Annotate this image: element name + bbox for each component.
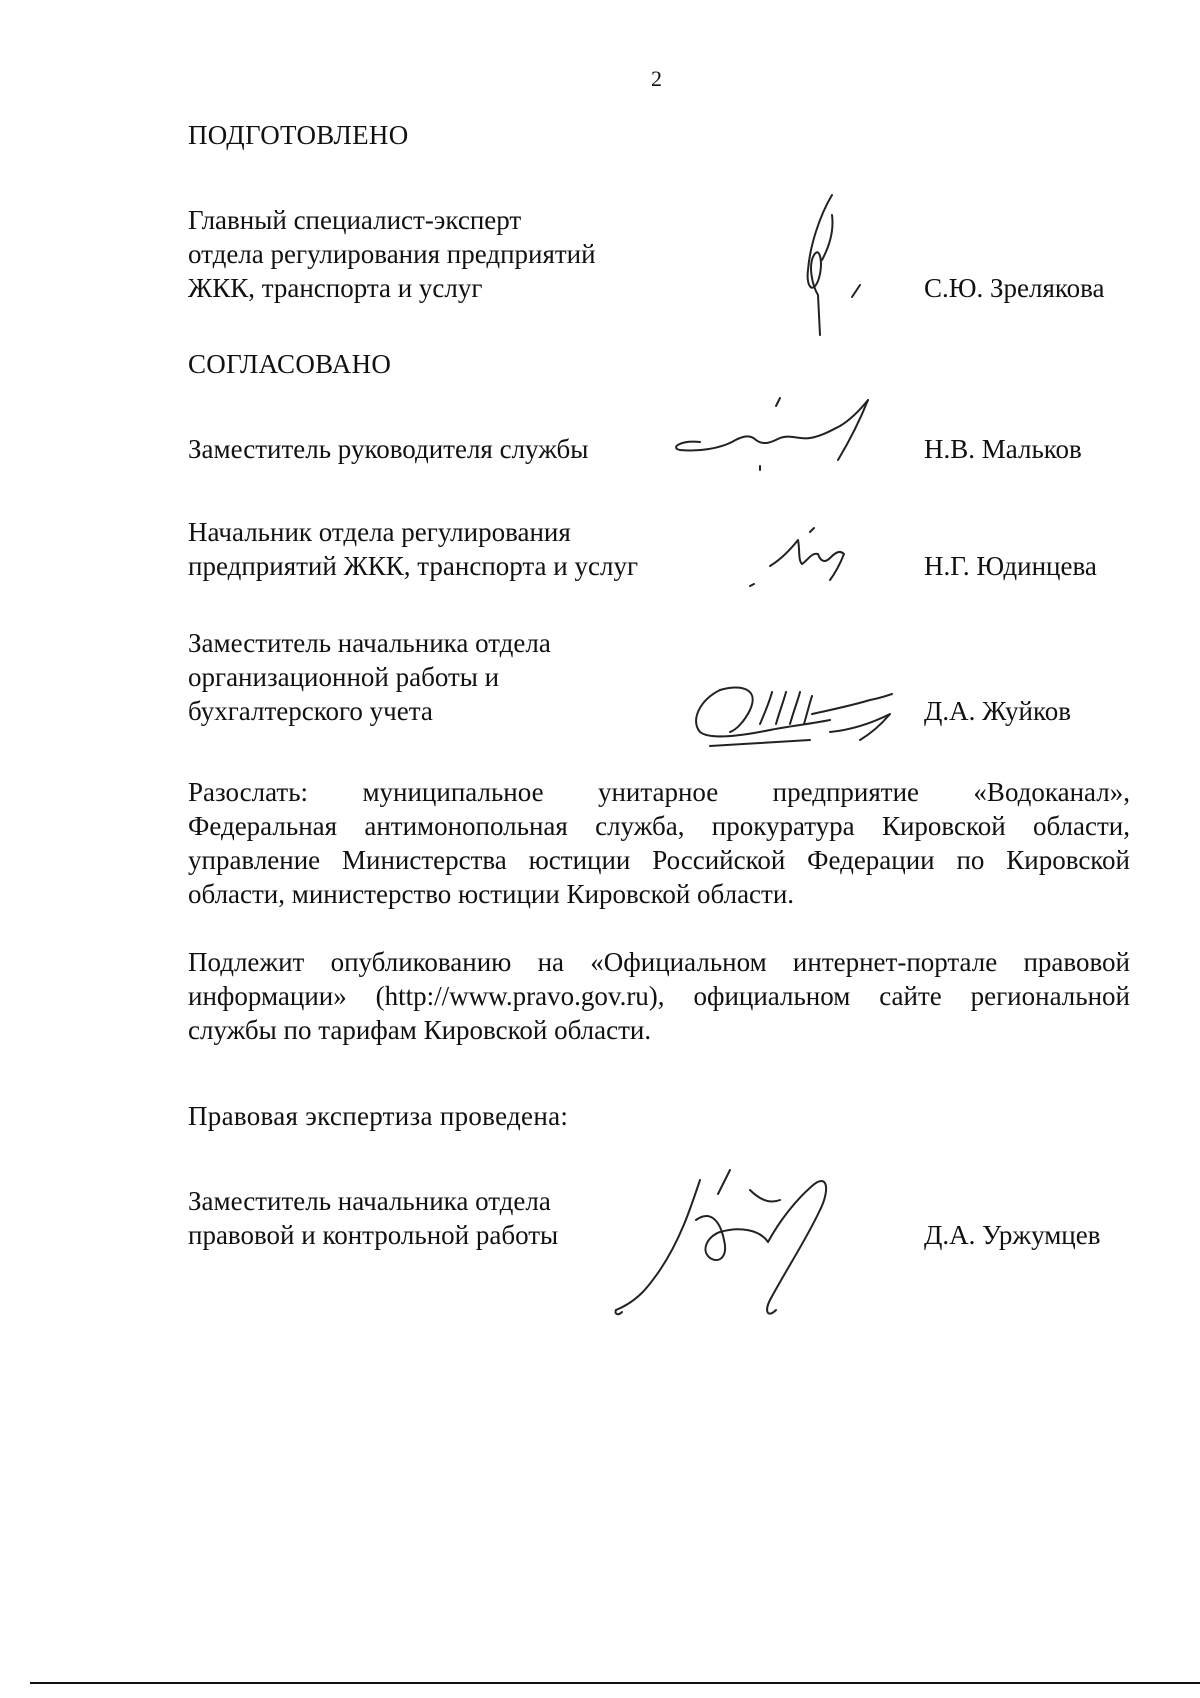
signature-zhuykov [680, 670, 930, 760]
bottom-rule [30, 1682, 1200, 1684]
signature-malkov [660, 390, 920, 490]
agreed-heading: СОГЛАСОВАНО [188, 349, 392, 379]
agreed-position-3-line: организационной работы и [188, 662, 500, 692]
agreed-name-3: Д.А. Жуйков [924, 696, 1071, 726]
legal-review-position-line: Заместитель начальника отдела [188, 1186, 551, 1216]
publication-paragraph [188, 945, 1130, 1047]
signature-yudintseva [740, 520, 890, 600]
signature-urzhumtsev [600, 1160, 900, 1320]
agreed-name-2: Н.Г. Юдинцева [924, 551, 1097, 581]
publication-line: службы по тарифам Кировской области. [188, 1015, 652, 1045]
prepared-position-line: отдела регулирования предприятий [188, 239, 596, 269]
signature-zrelyakova [790, 185, 880, 345]
legal-review-position [188, 1184, 558, 1252]
agreed-name-1: Н.В. Мальков [924, 434, 1082, 464]
distribution-line: области, министерство юстиции Кировской области. [188, 879, 795, 909]
agreed-position-3-line: Заместитель начальника отдела [188, 628, 551, 658]
page-number: 2 [651, 66, 662, 91]
agreed-position-2-line: Начальник отдела регулирования [188, 517, 571, 547]
legal-review-position-line: правовой и контрольной работы [188, 1220, 559, 1250]
publication-line: Подлежит опубликованию на «Официальном интернет-портале правовой [188, 947, 1130, 977]
publication-line: информации» (http://www.pravo.gov.ru), официальном сайте региональной [188, 981, 1130, 1011]
prepared-name: С.Ю. Зрелякова [924, 273, 1105, 303]
prepared-position-line: ЖКК, транспорта и услуг [188, 273, 483, 303]
prepared-position [188, 203, 596, 305]
prepared-position-line: Главный специалист-эксперт [188, 205, 522, 235]
distribution-paragraph [188, 775, 1130, 911]
legal-review-name: Д.А. Уржумцев [924, 1220, 1101, 1250]
agreed-position-2 [188, 515, 638, 583]
agreed-position-3-line: бухгалтерского учета [188, 696, 433, 726]
agreed-position-3 [188, 626, 551, 728]
legal-review-heading: Правовая экспертиза проведена: [188, 1101, 569, 1131]
agreed-position-2-line: предприятий ЖКК, транспорта и услуг [188, 551, 639, 581]
agreed-position-1: Заместитель руководителя службы [188, 434, 589, 464]
prepared-heading: ПОДГОТОВЛЕНО [188, 120, 409, 150]
distribution-line: Разослать: муниципальное унитарное предприятие «Водоканал», [188, 777, 1130, 807]
distribution-line: Федеральная антимонопольная служба, прокуратура Кировской области, [188, 811, 1130, 841]
distribution-line: управление Министерства юстиции Российской Федерации по Кировской [188, 845, 1130, 875]
